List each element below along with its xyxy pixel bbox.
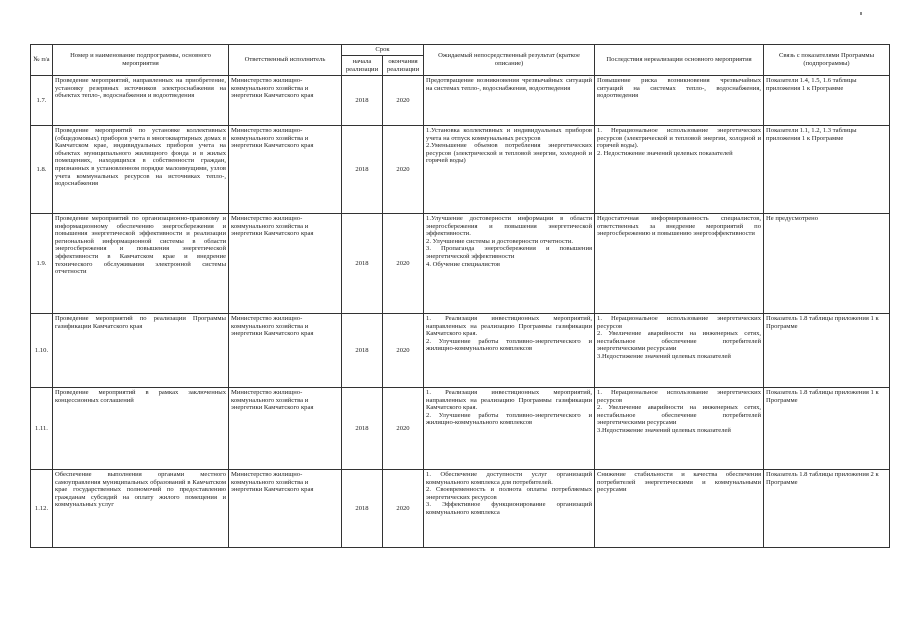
table-row <box>31 470 890 548</box>
program-table <box>30 44 890 548</box>
row-indicator-link: Показатель 1.8 таблицы приложения 1 к Программе <box>764 388 890 470</box>
consequence-item: 1. Нерациональное использование энергетических ресурсов <box>597 315 762 330</box>
header-end: окончания реализации <box>383 56 424 76</box>
row-expected-result <box>424 314 595 388</box>
scan-mark <box>860 12 862 15</box>
row-consequences <box>595 214 764 314</box>
row-number: 1.9. <box>31 214 53 314</box>
table-body <box>31 76 890 548</box>
row-number: 1.8. <box>31 126 53 214</box>
expected-item: 2.Уменьшение объемов потребления энергетических ресурсов (электрической и тепловой энергии, холодной и горячей воды) <box>426 142 593 165</box>
expected-item: 2. Своевременность и полнота оплаты потребляемых энергетических ресурсов <box>426 486 593 501</box>
row-consequences <box>595 470 764 548</box>
row-number: 1.11. <box>31 388 53 470</box>
row-end-year: 2020 <box>383 314 424 388</box>
consequence-item: 2. Недостижение значений целевых показателей <box>597 149 733 157</box>
consequence-item: 1. Нерациональное использование энергетических ресурсов (электрической и тепловой энергии, холодной и горячей воды). <box>597 127 762 150</box>
header-link: Связь с показателями Программы (подпрограммы) <box>764 45 890 76</box>
header-term: Срок <box>342 45 424 56</box>
expected-item: 1.Улучшение достоверности информации в области энергосбережения и повышения энергетической эффективности. <box>426 215 593 238</box>
table-row <box>31 76 890 126</box>
row-start-year: 2018 <box>342 76 383 126</box>
header-num: № п/а <box>31 45 53 76</box>
row-executor: Министерство жилищно-коммунального хозяйства и энергетики Камчатского края <box>229 76 342 126</box>
row-end-year: 2020 <box>383 214 424 314</box>
table-header <box>31 45 890 76</box>
consequence-item: 2. Увеличение аварийности на инженерных сетях, нестабильное обеспечение потребителей энергетическими ресурсами <box>597 404 762 427</box>
row-consequences <box>595 388 764 470</box>
row-indicator-link: Показатель 1.8 таблицы приложения 2 к Программе <box>764 470 890 548</box>
row-start-year: 2018 <box>342 126 383 214</box>
expected-item: 1. Обеспечение доступности услуг организаций коммунального комплекса для потребителей. <box>426 471 593 486</box>
row-expected-result <box>424 76 595 126</box>
header-expected: Ожидаемый непосредственный результат (краткое описание) <box>424 45 595 76</box>
consequence-item: Снижение стабильности и качества обеспечения потребителей энергетическими и коммунальными ресурсами <box>597 471 762 494</box>
row-name: Проведение мероприятий по установке коллективных (общедомовых) приборов учета в многоквартирных домах в Камчатском крае, индивидуальных приборов учета на объектах муниципального жилищного фонда и в жилых помещениях, находящихся в собственности граждан, признанных в установленном порядке малоимущими, узлов учета коммунальных ресурсов на источниках тепло-, водоснабжения <box>53 126 229 214</box>
row-name: Обеспечение выполнения органами местного самоуправления муниципальных образований в Камчатском крае государственных полномочий по предоставлению гражданам субсидий на оплату жилого помещения и коммунальных услуг <box>53 470 229 548</box>
row-number: 1.10. <box>31 314 53 388</box>
expected-item: 1. Реализация инвестиционных мероприятий, направленных на реализацию Программы газификации Камчатского края. <box>426 315 593 338</box>
expected-item: 3. Эффективное функционирование организаций коммунального комплекса <box>426 501 593 516</box>
row-end-year: 2020 <box>383 388 424 470</box>
row-consequences <box>595 314 764 388</box>
row-end-year: 2020 <box>383 76 424 126</box>
row-expected-result <box>424 126 595 214</box>
row-start-year: 2018 <box>342 214 383 314</box>
expected-item: 3. Пропаганда энергосбережения и повышения энергетической эффективности <box>426 245 593 260</box>
row-name: Проведение мероприятий по организационно-правовому и информационному обеспечению энергосбережения и повышения энергетической эффективности и реализации региональной информационной системы в области энергосбережения и повышения энергетической эффективности в Камчатском крае и внедрение технического обслуживания электронной системы отчетности <box>53 214 229 314</box>
row-number: 1.7. <box>31 76 53 126</box>
row-indicator-link: Показатели 1.4, 1.5, 1.6 таблицы приложения 1 к Программе <box>764 76 890 126</box>
header-executor: Ответственный исполнитель <box>229 45 342 76</box>
row-executor: Министерство жилищно-коммунального хозяйства и энергетики Камчатского края <box>229 388 342 470</box>
header-name: Номер и наименование подпрограммы, основного мероприятия <box>53 45 229 76</box>
header-consequences: Последствия нереализации основного мероприятия <box>595 45 764 76</box>
row-number: 1.12. <box>31 470 53 548</box>
row-start-year: 2018 <box>342 314 383 388</box>
row-executor: Министерство жилищно-коммунального хозяйства и энергетики Камчатского края <box>229 314 342 388</box>
row-executor: Министерство жилищно-коммунального хозяйства и энергетики Камчатского края <box>229 126 342 214</box>
row-start-year: 2018 <box>342 388 383 470</box>
row-expected-result <box>424 388 595 470</box>
document-sheet <box>30 44 889 548</box>
consequence-item: 3.Недостижение значений целевых показателей <box>597 352 731 360</box>
row-expected-result <box>424 470 595 548</box>
expected-item: 2. Улучшение работы топливно-энергетического и жилищно-коммунального комплексов <box>426 411 593 427</box>
consequence-item: Повышение риска возникновения чрезвычайных ситуаций на системах тепло-, водоснабжения, водоотведения <box>597 77 762 100</box>
expected-item: 2. Улучшение системы и достоверности отчетности. <box>426 237 573 245</box>
row-consequences <box>595 76 764 126</box>
row-indicator-link: Показатели 1.1, 1.2, 1.3 таблицы приложения 1 к Программе <box>764 126 890 214</box>
table-row <box>31 388 890 470</box>
expected-item: 1. Реализация инвестиционных мероприятий, направленных на реализацию Программы газификации Камчатского края. <box>426 389 593 412</box>
row-executor: Министерство жилищно-коммунального хозяйства и энергетики Камчатского края <box>229 214 342 314</box>
table-row <box>31 314 890 388</box>
header-start: начала реализации <box>342 56 383 76</box>
expected-item: 4. Обучение специалистов <box>426 260 501 268</box>
row-expected-result <box>424 214 595 314</box>
row-end-year: 2020 <box>383 470 424 548</box>
consequence-item: 3.Недостижение значений целевых показателей <box>597 426 731 434</box>
row-start-year: 2018 <box>342 470 383 548</box>
row-name: Проведение мероприятий в рамках заключенных концессионных соглашений <box>53 388 229 470</box>
expected-item: 1.Установка коллективных и индивидуальных приборов учета на отпуск коммунальных ресурсов <box>426 127 593 142</box>
consequence-item: Недостаточная информированность специалистов, ответственных за внедрение мероприятий по энергосбережению и повышению энергоэффективности <box>597 215 762 238</box>
row-indicator-link: Не предусмотрено <box>764 214 890 314</box>
row-name: Проведение мероприятий по реализации Программы газификации Камчатского края <box>53 314 229 388</box>
row-end-year: 2020 <box>383 126 424 214</box>
table-row <box>31 126 890 214</box>
table-row <box>31 214 890 314</box>
row-consequences <box>595 126 764 214</box>
row-indicator-link: Показатель 1.8 таблицы приложения 1 к Программе <box>764 314 890 388</box>
consequence-item: 2. Увеличение аварийности на инженерных сетях, нестабильное обеспечение потребителей энергетическими ресурсами <box>597 330 762 353</box>
consequence-item: 1. Нерациональное использование энергетических ресурсов <box>597 389 762 404</box>
row-executor: Министерство жилищно-коммунального хозяйства и энергетики Камчатского края <box>229 470 342 548</box>
expected-item: Предотвращение возникновения чрезвычайных ситуаций на системах тепло-, водоснабжения, водоотведения <box>426 77 593 92</box>
row-name: Проведение мероприятий, направленных на приобретение, установку резервных источников электроснабжения на объектах тепло-, водоснабжения и водоотведения <box>53 76 229 126</box>
expected-item: 2. Улучшение работы топливно-энергетического и жилищно-коммунального комплексов <box>426 337 593 353</box>
